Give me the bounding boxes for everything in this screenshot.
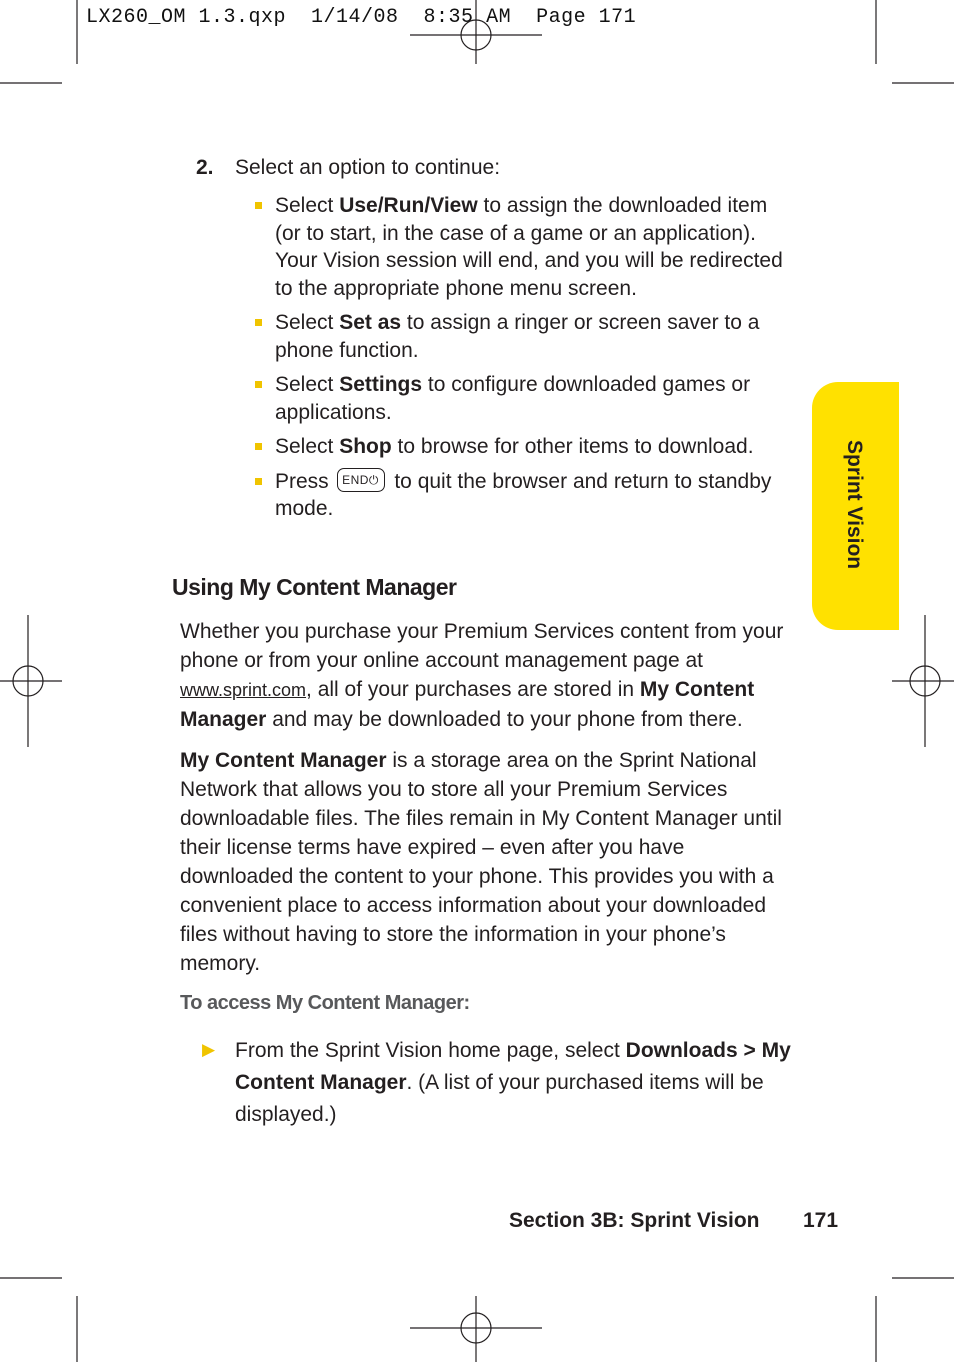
option-list (255, 192, 795, 530)
intro-paragraph: Whether you purchase your Premium Services content from your phone or from your online account management page at www.sprint.com, all of your purchases are stored in My Content Manager and may be downloaded to your phone from there. (180, 620, 784, 731)
procedure-heading: To access My Content Manager: (180, 992, 470, 1014)
end-key-icon: END⏻ (337, 468, 385, 492)
bullet-icon (255, 478, 262, 485)
bullet-icon (255, 381, 262, 388)
section-heading: Using My Content Manager (172, 574, 457, 600)
sprint-link[interactable]: www.sprint.com (180, 680, 307, 700)
section-tab-label: Sprint Vision (843, 440, 866, 570)
list-item: Press END⏻ to quit the browser and return to standby mode. (255, 468, 795, 523)
step-text: Select an option to continue: (235, 156, 501, 179)
bullet-icon (255, 202, 262, 209)
step-number: 2. (196, 156, 214, 179)
list-item: Select Settings to configure downloaded games or applications. (255, 371, 795, 426)
description-paragraph: My Content Manager is a storage area on the Sprint National Network that allows you to store all your Premium Services downloadable files. The files remain in My Content Manager until their license terms have expired – even after you have downloaded the content to your phone. This provides you with a convenient place to access information about your downloaded files without having to store the information in your phone’s memory. (180, 749, 782, 975)
page-number: 171 (803, 1209, 839, 1232)
list-item: Select Use/Run/View to assign the downloaded item (or to start, in the case of a game or an application). Your Vision session will end, and you will be redirected to the appropriate phone menu screen. (255, 192, 795, 302)
list-item: Select Shop to browse for other items to download. (255, 433, 795, 461)
bullet-icon (255, 319, 262, 326)
instruction-text: From the Sprint Vision home page, select Downloads > My Content Manager. (A list of your purchased items will be displayed.) (235, 1039, 791, 1126)
triangle-arrow-icon: ▶ (202, 1040, 216, 1059)
list-item: Select Set as to assign a ringer or screen saver to a phone function. (255, 309, 795, 364)
print-slug: LX260_OM 1.3.qxp 1/14/08 8:35 AM Page 171 (86, 6, 637, 29)
bullet-icon (255, 443, 262, 450)
footer-section: Section 3B: Sprint Vision (509, 1209, 760, 1232)
